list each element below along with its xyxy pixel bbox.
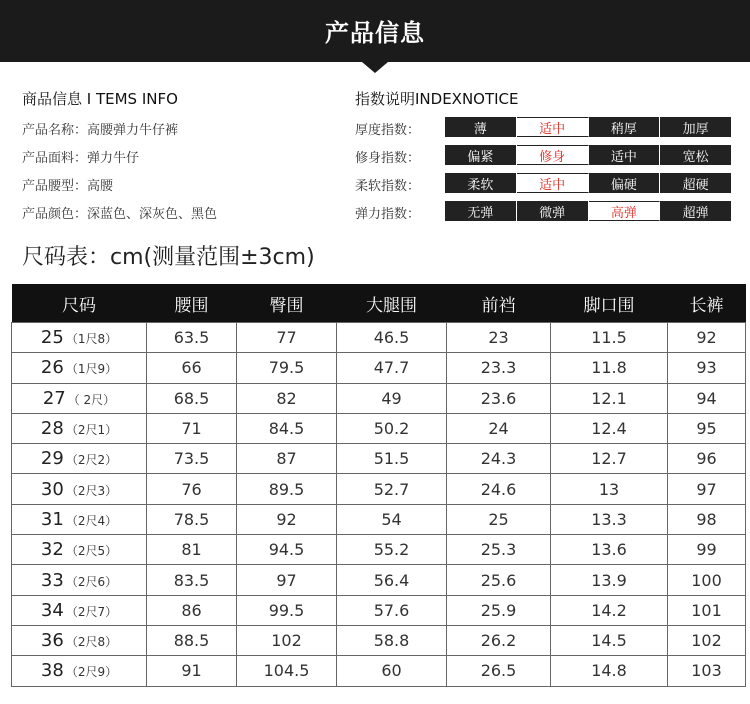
product-info-title: 商品信息 I TEMS INFO	[22, 90, 178, 108]
index-option-selected: 适中	[517, 117, 589, 137]
size-value: 33	[40, 569, 64, 591]
table-cell: 98	[668, 504, 746, 534]
size-alt: （2尺4）	[65, 513, 118, 528]
table-cell: 25.6	[447, 565, 551, 595]
size-cell	[12, 353, 147, 383]
table-row	[12, 474, 746, 504]
index-label-stretch: 弹力指数：	[355, 207, 421, 222]
table-cell: 71	[147, 413, 237, 443]
table-cell: 13.6	[551, 535, 668, 565]
table-cell: 12.4	[551, 413, 668, 443]
column-header: 大腿围	[337, 284, 447, 323]
table-cell: 101	[668, 595, 746, 625]
table-cell: 56.4	[337, 565, 447, 595]
table-cell: 94.5	[237, 535, 337, 565]
table-cell: 23.6	[447, 383, 551, 413]
size-cell	[12, 444, 147, 474]
index-option-selected: 高弹	[589, 201, 661, 221]
size-cell	[12, 504, 147, 534]
table-cell: 26.2	[447, 625, 551, 655]
size-value: 29	[40, 448, 64, 470]
column-header: 臀围	[237, 284, 337, 323]
size-alt: （2尺2）	[65, 453, 118, 468]
info-row-color	[22, 203, 217, 222]
table-cell: 63.5	[147, 323, 237, 353]
table-cell: 91	[147, 656, 237, 686]
size-value: 31	[40, 508, 64, 530]
size-alt: （2尺8）	[65, 635, 118, 650]
table-cell: 52.7	[337, 474, 447, 504]
index-option: 稍厚	[589, 117, 661, 137]
table-cell: 99.5	[237, 595, 337, 625]
size-chart-title: 尺码表：cm(测量范围±3cm)	[22, 245, 315, 270]
table-cell: 89.5	[237, 474, 337, 504]
size-alt: （2尺6）	[65, 574, 118, 589]
size-value: 30	[40, 478, 64, 500]
index-option: 偏紧	[445, 145, 517, 165]
table-cell: 92	[668, 323, 746, 353]
table-cell: 50.2	[337, 413, 447, 443]
column-header: 脚口围	[551, 284, 668, 323]
index-bar-fit	[445, 145, 731, 165]
table-cell: 66	[147, 353, 237, 383]
table-cell: 13	[551, 474, 668, 504]
table-row	[12, 565, 746, 595]
size-alt: （2尺3）	[65, 483, 118, 498]
table-cell: 49	[337, 383, 447, 413]
size-table	[11, 284, 746, 687]
table-cell: 87	[237, 444, 337, 474]
table-cell: 24	[447, 413, 551, 443]
table-cell: 11.8	[551, 353, 668, 383]
table-cell: 12.7	[551, 444, 668, 474]
index-notice-title: 指数说明INDEXNOTICE	[355, 90, 519, 108]
table-row	[12, 353, 746, 383]
table-cell: 73.5	[147, 444, 237, 474]
size-value: 36	[40, 630, 64, 652]
size-alt: （2尺1）	[65, 423, 118, 438]
index-bar-softness	[445, 173, 731, 193]
table-cell: 81	[147, 535, 237, 565]
table-cell: 79.5	[237, 353, 337, 383]
info-value: 高腰	[87, 179, 114, 194]
table-row	[12, 595, 746, 625]
column-header: 尺码	[12, 284, 147, 323]
table-row	[12, 444, 746, 474]
table-header-row	[12, 284, 746, 323]
size-value: 26	[40, 357, 64, 379]
table-cell: 76	[147, 474, 237, 504]
size-cell	[12, 535, 147, 565]
info-row-fabric	[22, 147, 139, 166]
column-header: 长裤	[668, 284, 746, 323]
table-cell: 25.9	[447, 595, 551, 625]
table-cell: 93	[668, 353, 746, 383]
index-option-selected: 适中	[517, 173, 589, 193]
table-cell: 51.5	[337, 444, 447, 474]
index-label-fit: 修身指数：	[355, 151, 421, 166]
info-value: 高腰弹力牛仔裤	[87, 123, 179, 138]
size-cell	[12, 565, 147, 595]
size-cell	[12, 413, 147, 443]
table-cell: 82	[237, 383, 337, 413]
index-option: 无弹	[445, 201, 517, 221]
table-cell: 24.3	[447, 444, 551, 474]
table-cell: 94	[668, 383, 746, 413]
index-option: 微弹	[517, 201, 589, 221]
table-cell: 14.8	[551, 656, 668, 686]
banner-title: 产品信息	[325, 19, 425, 47]
size-cell	[12, 595, 147, 625]
size-cell	[12, 323, 147, 353]
table-cell: 86	[147, 595, 237, 625]
size-value: 32	[40, 539, 64, 561]
table-cell: 14.5	[551, 625, 668, 655]
table-cell: 84.5	[237, 413, 337, 443]
table-row	[12, 413, 746, 443]
index-label-thickness: 厚度指数：	[355, 123, 421, 138]
table-cell: 68.5	[147, 383, 237, 413]
info-value: 弹力牛仔	[87, 151, 140, 166]
index-option: 超硬	[660, 173, 731, 193]
index-option: 偏硬	[589, 173, 661, 193]
table-cell: 25	[447, 504, 551, 534]
table-cell: 88.5	[147, 625, 237, 655]
table-row	[12, 625, 746, 655]
table-cell: 83.5	[147, 565, 237, 595]
size-alt: （1尺9）	[65, 362, 118, 377]
column-header: 腰围	[147, 284, 237, 323]
index-option: 超弹	[660, 201, 731, 221]
table-cell: 23	[447, 323, 551, 353]
info-value: 深蓝色、深灰色、黑色	[87, 207, 218, 222]
table-cell: 12.1	[551, 383, 668, 413]
table-cell: 25.3	[447, 535, 551, 565]
table-cell: 78.5	[147, 504, 237, 534]
index-option: 薄	[445, 117, 517, 137]
size-alt: （2尺5）	[65, 544, 118, 559]
banner-pointer	[362, 62, 388, 73]
table-cell: 97	[237, 565, 337, 595]
table-cell: 54	[337, 504, 447, 534]
table-cell: 26.5	[447, 656, 551, 686]
table-row	[12, 323, 746, 353]
table-cell: 13.9	[551, 565, 668, 595]
table-cell: 77	[237, 323, 337, 353]
table-cell: 95	[668, 413, 746, 443]
table-cell: 13.3	[551, 504, 668, 534]
size-value: 27	[42, 387, 66, 409]
info-row-waist-type	[22, 175, 113, 194]
size-cell	[12, 474, 147, 504]
table-cell: 24.6	[447, 474, 551, 504]
table-cell: 60	[337, 656, 447, 686]
table-cell: 47.7	[337, 353, 447, 383]
table-row	[12, 535, 746, 565]
table-cell: 102	[668, 625, 746, 655]
size-alt: （2尺9）	[65, 665, 118, 680]
size-cell	[12, 656, 147, 686]
index-option: 宽松	[660, 145, 731, 165]
table-row	[12, 656, 746, 686]
table-cell: 92	[237, 504, 337, 534]
table-row	[12, 383, 746, 413]
size-value: 28	[40, 418, 64, 440]
table-cell: 96	[668, 444, 746, 474]
column-header: 前裆	[447, 284, 551, 323]
table-cell: 100	[668, 565, 746, 595]
size-value: 25	[40, 327, 64, 349]
table-cell: 104.5	[237, 656, 337, 686]
index-bar-thickness	[445, 117, 731, 137]
size-value: 38	[40, 660, 64, 682]
info-label: 产品颜色：	[22, 207, 88, 222]
table-body	[12, 323, 746, 687]
table-cell: 11.5	[551, 323, 668, 353]
info-label: 产品面料：	[22, 151, 88, 166]
size-value: 34	[40, 599, 64, 621]
table-cell: 46.5	[337, 323, 447, 353]
size-alt: （ 2尺）	[67, 392, 116, 407]
table-cell: 97	[668, 474, 746, 504]
index-option-selected: 修身	[517, 145, 589, 165]
size-cell	[12, 383, 147, 413]
size-cell	[12, 625, 147, 655]
table-cell: 23.3	[447, 353, 551, 383]
table-cell: 99	[668, 535, 746, 565]
info-label: 产品腰型：	[22, 179, 88, 194]
size-alt: （1尺8）	[65, 332, 118, 347]
index-option: 适中	[589, 145, 661, 165]
index-option: 柔软	[445, 173, 517, 193]
index-option: 加厚	[660, 117, 731, 137]
header-banner	[0, 0, 750, 62]
info-row-name	[22, 119, 178, 138]
index-bar-stretch	[445, 201, 731, 221]
table-cell: 58.8	[337, 625, 447, 655]
table-row	[12, 504, 746, 534]
size-alt: （2尺7）	[65, 604, 118, 619]
table-cell: 55.2	[337, 535, 447, 565]
table-cell: 102	[237, 625, 337, 655]
table-cell: 57.6	[337, 595, 447, 625]
table-cell: 14.2	[551, 595, 668, 625]
table-cell: 103	[668, 656, 746, 686]
info-label: 产品名称：	[22, 123, 88, 138]
index-label-softness: 柔软指数：	[355, 179, 421, 194]
